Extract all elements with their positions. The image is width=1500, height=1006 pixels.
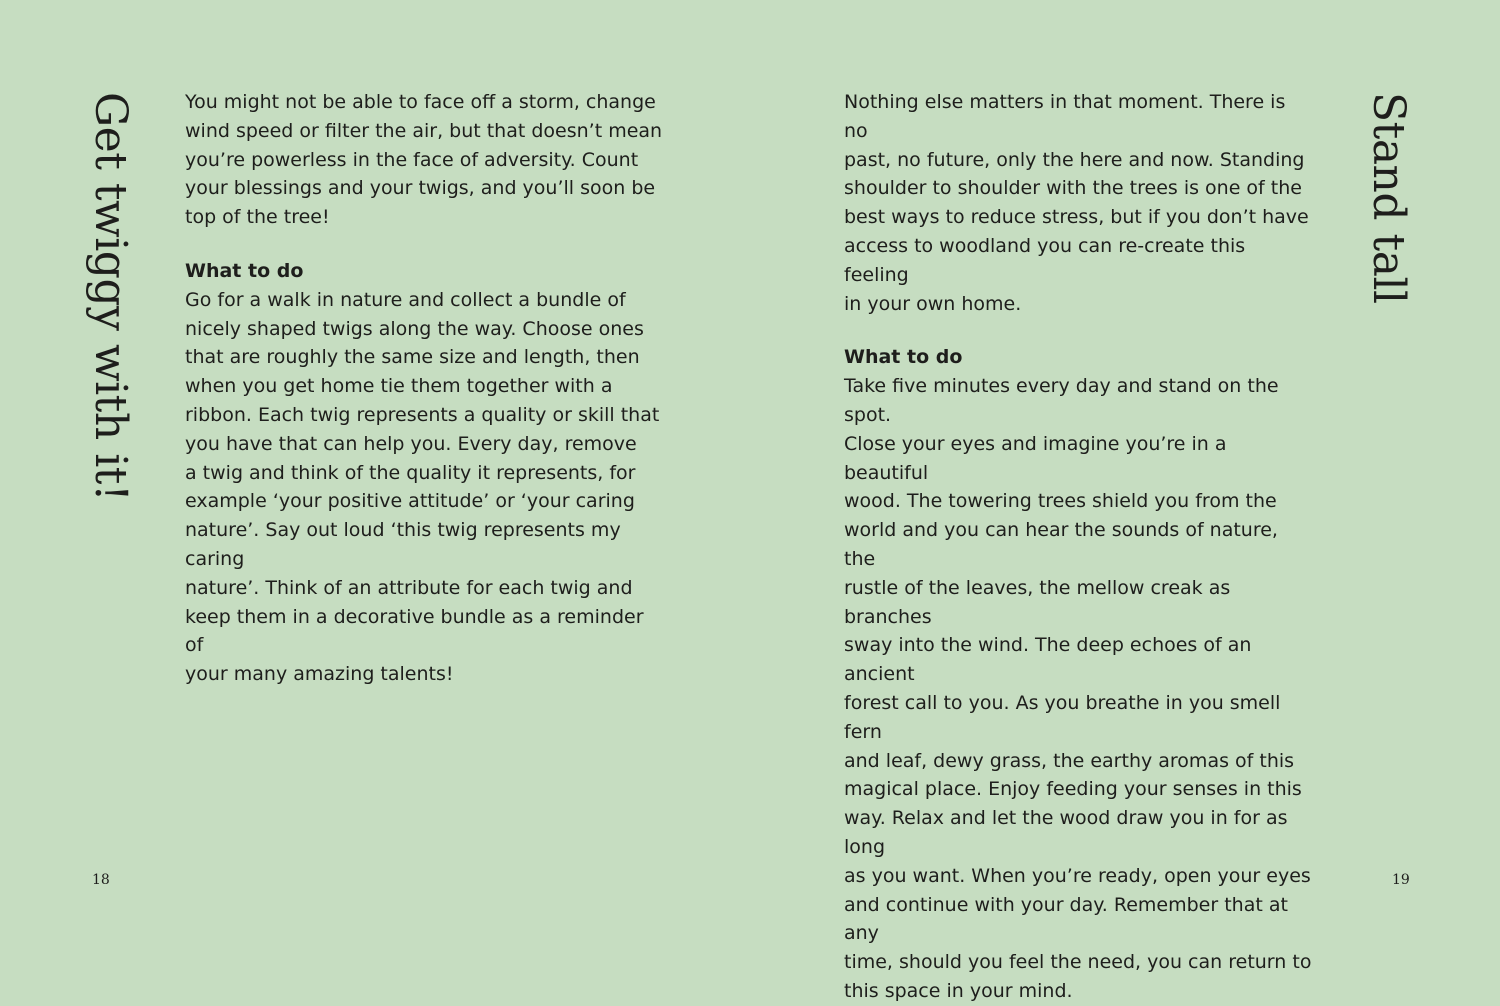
right-page-number: 19	[1392, 872, 1410, 888]
left-intro-paragraph: You might not be able to face off a storm, change wind speed or filter the air, but that doesn’t mean you’re powerless in the face of adversity. Count your blessings and your twigs, and you’ll soon be top of the tree!	[185, 91, 663, 229]
right-page-title: Stand tall	[1363, 92, 1414, 304]
right-section-heading: What to do	[844, 346, 963, 369]
left-section-heading: What to do	[185, 259, 304, 282]
right-page-column	[844, 88, 1314, 1006]
right-intro-paragraph: Nothing else matters in that moment. There is no past, no future, only the here and now. Standing shoulder to shoulder with the trees is one of the best ways to reduce stress, but if you don’t have access to woodland you can re-create this feeling in your own home.	[844, 91, 1309, 315]
left-page-column	[185, 88, 665, 689]
left-body-paragraph: Go for a walk in nature and collect a bundle of nicely shaped twigs along the way. Choose ones that are roughly the same size and length, then when you get home tie them together with a ribbon. Each twig represents a quality or skill that you have that can help you. Every day, remove a twig and think of the quality it represents, for example ‘your positive attitude’ or ‘your caring nature’. Say out loud ‘this twig represents my caring nature’. Think of an attribute for each twig and keep them in a decorative bundle as a reminder of your many amazing talents!	[185, 288, 660, 686]
left-page-title: Get twiggy with it!	[85, 92, 136, 502]
right-body-paragraph: Take five minutes every day and stand on the spot. Close your eyes and imagine you’re in a beautiful wood. The towering trees shield you from the world and you can hear the sounds of nature, the rustle of the leaves, the mellow creak as branches sway into the wind. The deep echoes of an ancient forest call to you. As you breathe in you smell fern and leaf, dewy grass, the earthy aromas of this magical place. Enjoy feeding your senses in this way. Relax and let the wood draw you in for as long as you want. When you’re ready, open your eyes and continue with your day. Remember that at any time, should you feel the need, you can return to this space in your mind.	[844, 375, 1312, 1002]
left-page-number: 18	[92, 872, 110, 888]
